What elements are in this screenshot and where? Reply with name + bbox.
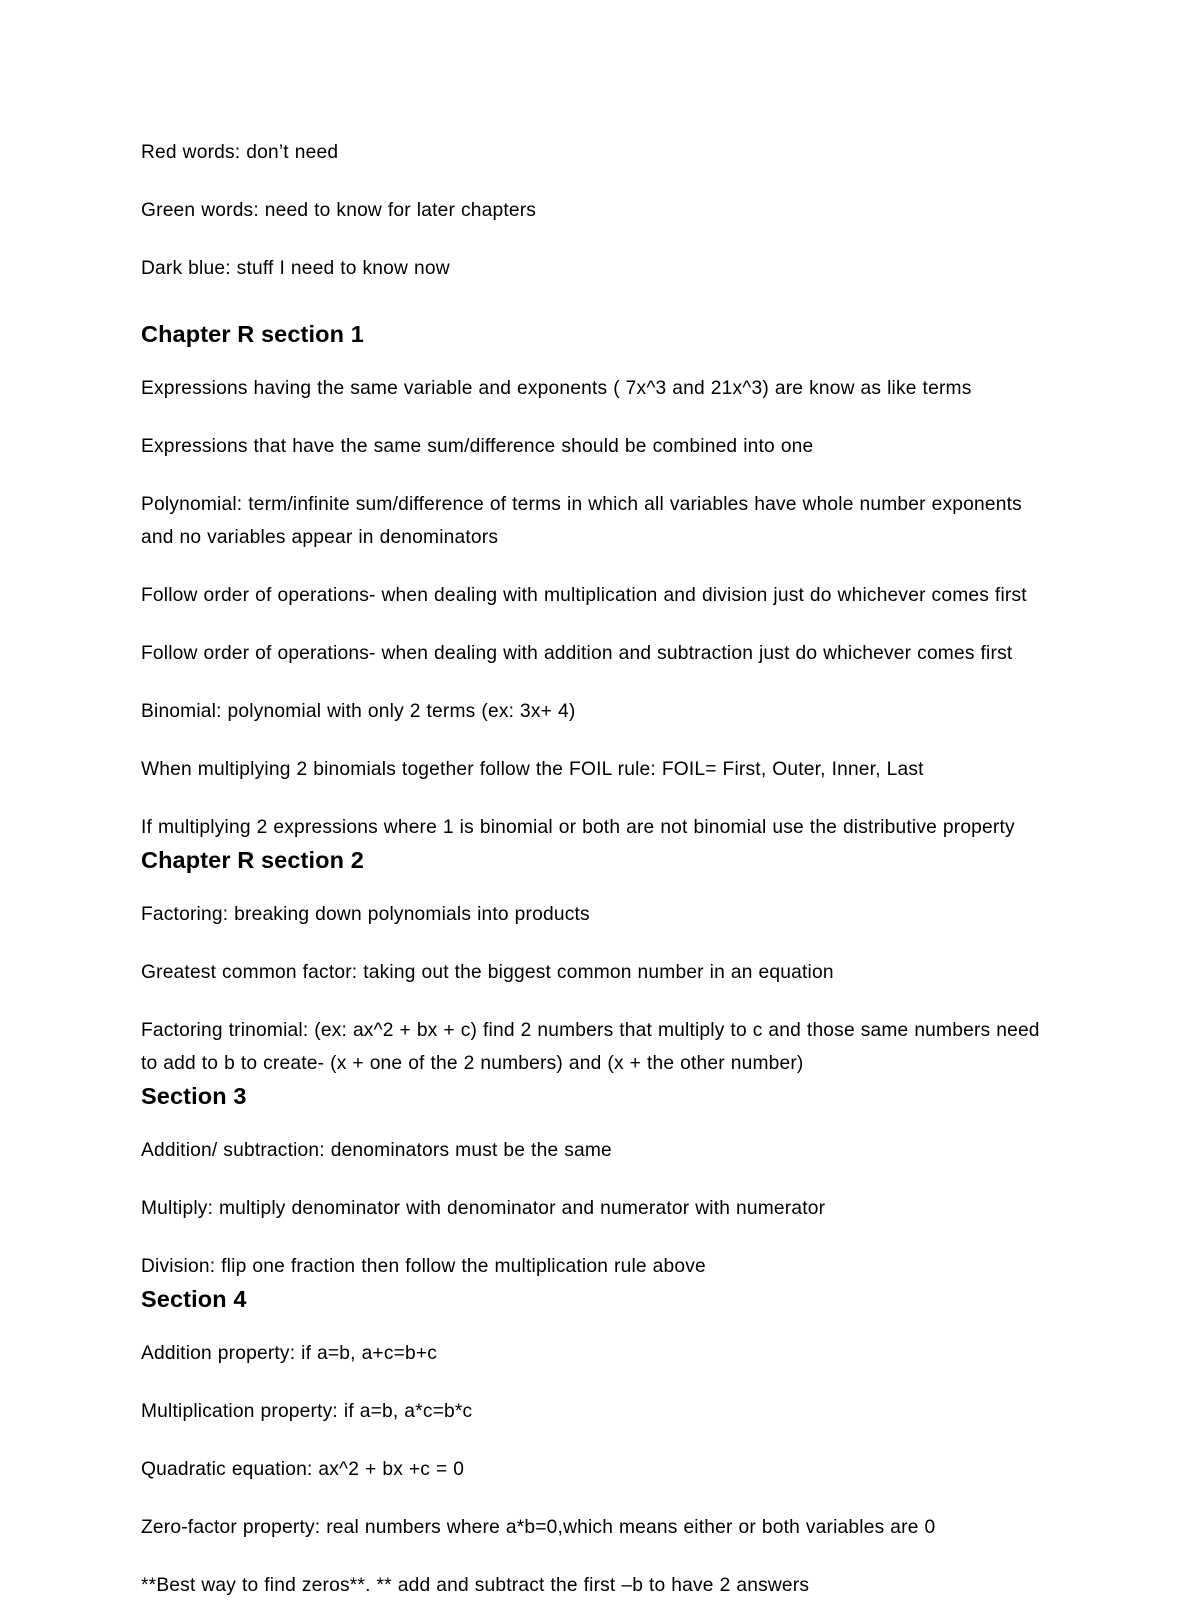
document-body bbox=[141, 136, 1047, 1602]
section-paragraph: If multiplying 2 expressions where 1 is binomial or both are not binomial use the distributive property bbox=[141, 817, 1015, 838]
section-paragraph: Factoring trinomial: (ex: ax^2 + bx + c) find 2 numbers that multiply to c and those same numbers need to add to b to create- (x + one of the 2 numbers) and (x + the other number) bbox=[141, 1020, 1040, 1074]
section-paragraph: Addition/ subtraction: denominators must be the same bbox=[141, 1140, 612, 1161]
section-3 bbox=[141, 1080, 1047, 1283]
section-paragraph: Follow order of operations- when dealing with multiplication and division just do whichever comes first bbox=[141, 585, 1027, 606]
section-paragraph: Expressions that have the same sum/difference should be combined into one bbox=[141, 436, 814, 457]
section-heading: Chapter R section 1 bbox=[141, 321, 364, 347]
section-paragraph: Addition property: if a=b, a+c=b+c bbox=[141, 1343, 438, 1364]
section-chapter-r-2 bbox=[141, 844, 1047, 1080]
legend-block bbox=[141, 136, 1047, 285]
section-paragraph: Binomial: polynomial with only 2 terms (ex: 3x+ 4) bbox=[141, 701, 576, 722]
legend-line-green: Green words: need to know for later chapters bbox=[141, 200, 537, 221]
section-paragraph: Division: flip one fraction then follow the multiplication rule above bbox=[141, 1256, 706, 1277]
legend-line-dark-blue: Dark blue: stuff I need to know now bbox=[141, 258, 450, 279]
section-paragraph: Expressions having the same variable and exponents ( 7x^3 and 21x^3) are know as like terms bbox=[141, 378, 972, 399]
section-paragraph: When multiplying 2 binomials together follow the FOIL rule: FOIL= First, Outer, Inner, Last bbox=[141, 759, 924, 780]
section-paragraph: Zero-factor property: real numbers where a*b=0,which means either or both variables are 0 bbox=[141, 1517, 936, 1538]
section-heading: Section 3 bbox=[141, 1083, 247, 1109]
section-paragraph: Factoring: breaking down polynomials into products bbox=[141, 904, 590, 925]
section-paragraph: Follow order of operations- when dealing with addition and subtraction just do whichever comes first bbox=[141, 643, 1013, 664]
section-paragraph: **Best way to find zeros**. ** add and subtract the first –b to have 2 answers bbox=[141, 1575, 810, 1596]
section-paragraph: Polynomial: term/infinite sum/difference of terms in which all variables have whole number exponents and no variables appear in denominators bbox=[141, 494, 1022, 548]
section-heading: Section 4 bbox=[141, 1286, 247, 1312]
section-heading: Chapter R section 2 bbox=[141, 847, 364, 873]
legend-line-red: Red words: don’t need bbox=[141, 142, 339, 163]
section-paragraph: Greatest common factor: taking out the biggest common number in an equation bbox=[141, 962, 834, 983]
section-paragraph: Multiply: multiply denominator with denominator and numerator with numerator bbox=[141, 1198, 826, 1219]
section-4 bbox=[141, 1283, 1047, 1602]
blank-paragraph bbox=[141, 285, 1047, 318]
section-paragraph: Quadratic equation: ax^2 + bx +c = 0 bbox=[141, 1459, 465, 1480]
section-chapter-r-1 bbox=[141, 318, 1047, 844]
section-paragraph: Multiplication property: if a=b, a*c=b*c bbox=[141, 1401, 473, 1422]
